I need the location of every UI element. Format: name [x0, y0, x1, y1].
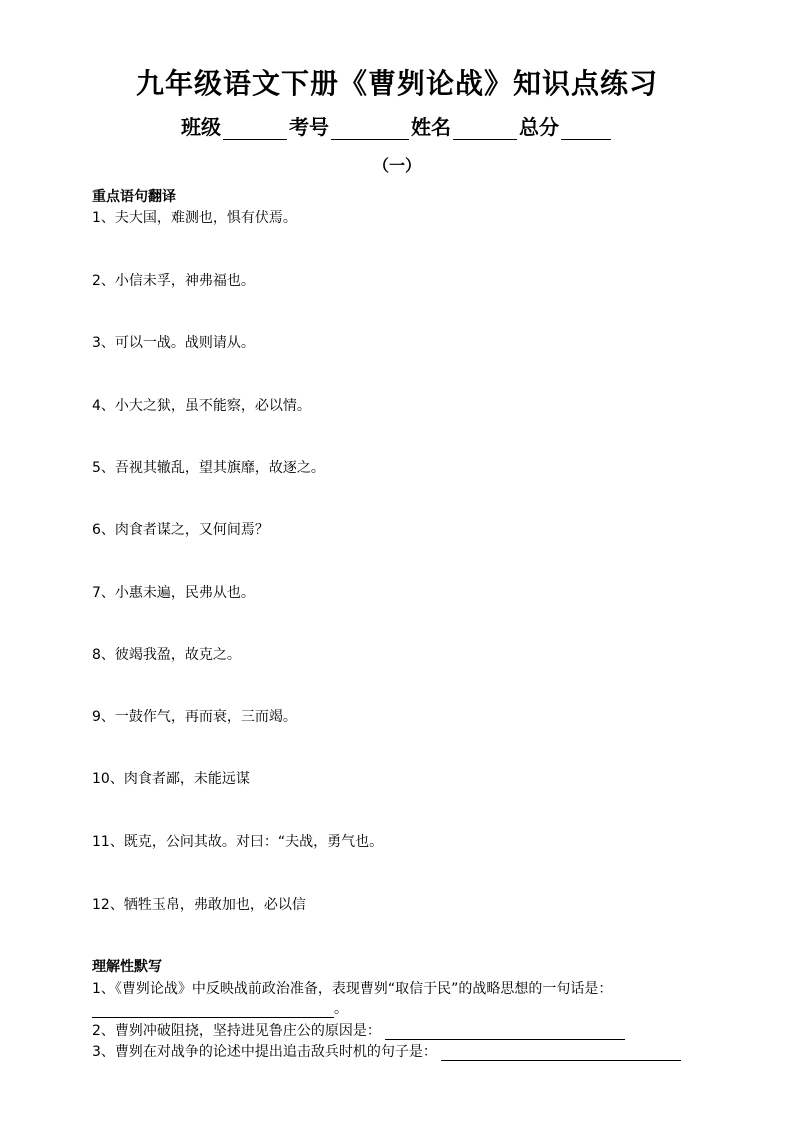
class-label: 班级	[181, 115, 221, 139]
dictation-item-text: 2、曹刿冲破阻挠，坚持进见鲁庄公的原因是：	[92, 1023, 381, 1039]
translation-item: 2、小信未孚，神弗福也。	[92, 273, 255, 289]
answer-line-row	[92, 998, 348, 1018]
exam-no-label: 考号	[289, 115, 329, 139]
score-blank[interactable]	[561, 119, 611, 140]
translation-item: 12、牺牲玉帛，弗敢加也，必以信	[92, 897, 306, 913]
translation-item: 6、肉食者谋之，又何间焉？	[92, 522, 269, 538]
translation-item: 8、彼竭我盈，故克之。	[92, 647, 241, 663]
translation-item: 9、一鼓作气，再而衰，三而竭。	[92, 709, 297, 725]
section-number: （一）	[372, 156, 421, 175]
answer-line[interactable]	[385, 1024, 625, 1040]
translation-item: 7、小惠未遍，民弗从也。	[92, 585, 255, 601]
student-info-row	[0, 111, 794, 140]
translation-item: 11、既克，公问其故。对曰：“夫战，勇气也。	[92, 834, 384, 850]
page-title: 九年级语文下册《曹刿论战》知识点练习	[135, 67, 658, 100]
dictation-heading: 理解性默写	[92, 959, 162, 975]
answer-line-end: 。	[334, 1001, 348, 1017]
dictation-item	[92, 1041, 681, 1061]
dictation-item: 1、《曹刿论战》中反映战前政治准备，表现曹刿“取信于民”的战略思想的一句话是：	[92, 981, 613, 997]
answer-line[interactable]	[441, 1045, 681, 1061]
translation-item: 10、肉食者鄙，未能远谋	[92, 771, 250, 787]
translation-item: 4、小大之狱，虽不能察，必以情。	[92, 398, 311, 414]
dictation-item	[92, 1020, 625, 1040]
class-blank[interactable]	[223, 119, 287, 140]
translation-item: 3、可以一战。战则请从。	[92, 335, 255, 351]
answer-line[interactable]	[92, 1002, 334, 1018]
name-blank[interactable]	[453, 119, 517, 140]
name-label: 姓名	[411, 115, 451, 139]
translation-item: 1、夫大国，难测也，惧有伏焉。	[92, 210, 297, 226]
translation-heading: 重点语句翻译	[92, 189, 176, 205]
exam-no-blank[interactable]	[331, 119, 409, 140]
score-label: 总分	[519, 115, 559, 139]
translation-item: 5、吾视其辙乱，望其旗靡，故逐之。	[92, 460, 325, 476]
dictation-item-text: 3、曹刿在对战争的论述中提出追击敌兵时机的句子是：	[92, 1044, 437, 1060]
